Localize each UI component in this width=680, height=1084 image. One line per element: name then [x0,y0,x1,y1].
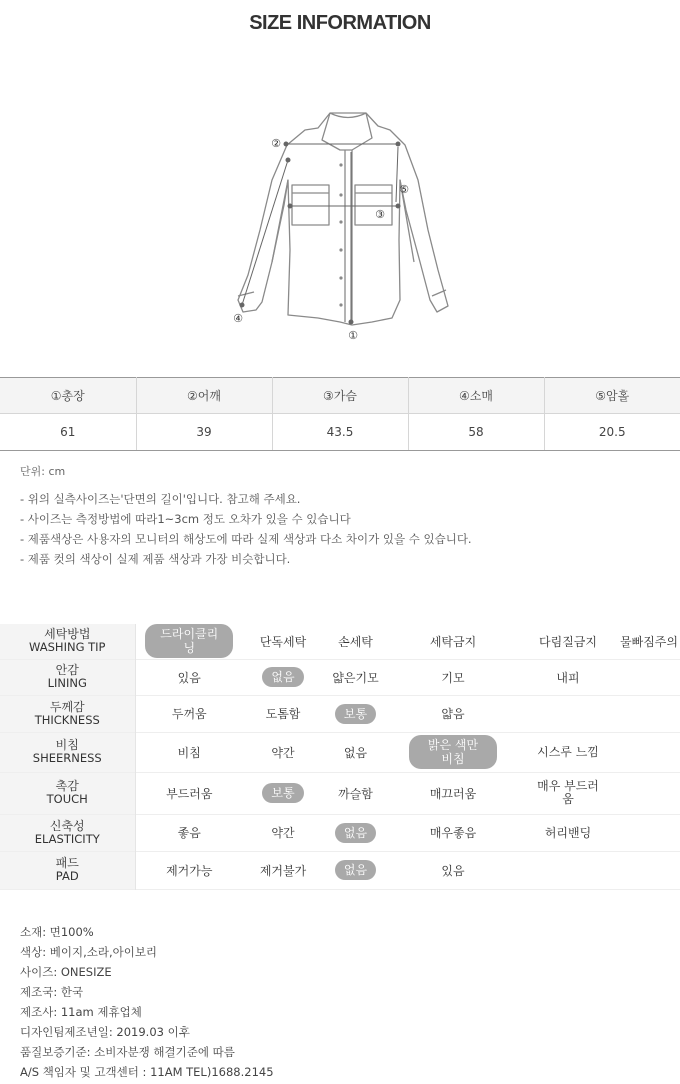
left-pocket [292,185,329,225]
care-option-cell [135,772,243,814]
care-option-cell [618,695,680,732]
care-option: 까슬함 [338,786,373,801]
care-row [0,659,680,695]
care-row-label [0,814,135,851]
care-option-cell [135,732,243,772]
button-dots [339,163,342,306]
info-warranty: 품질보증기준: 소비자분쟁 해결기준에 따름 [20,1045,235,1059]
care-label-ko: 안감 [55,663,79,677]
care-label-en: PAD [55,869,79,883]
care-option: 시스루 느낌 [537,745,599,759]
size-table-value-row [0,414,680,451]
care-option-selected: 밝은 색만 비침 [409,735,497,769]
care-option-cell [388,624,518,659]
care-option-cell [618,772,680,814]
care-option: 물빠짐주의 [620,634,678,649]
marker-3: ③ [375,208,385,221]
care-option: 매우좋음 [429,826,477,840]
care-option: 매우 부드러움 [537,779,599,806]
right-pocket [355,185,392,225]
care-label-en: ELASTICITY [34,831,100,846]
product-info [20,922,274,1082]
size-header-length: ①총장 [0,378,136,414]
measure-line-sleeve [242,160,288,305]
care-option-cell [323,772,388,814]
marker-5: ⑤ [399,183,409,196]
care-option: 내피 [556,670,580,685]
care-option-cell [388,851,518,889]
care-option-cell [243,732,323,772]
info-date: 디자인팀제조년일: 2019.03 이후 [20,1025,190,1039]
care-option: 얇음 [441,707,465,721]
marker-1: ① [348,329,358,342]
care-row-label [0,732,135,772]
care-option-cell [618,659,680,695]
size-table [0,377,680,451]
care-option-cell [618,851,680,889]
care-option-cell [388,772,518,814]
size-header-chest: ③가슴 [272,378,408,414]
info-as-center: A/S 책임자 및 고객센터 : 11AM TEL)1688.2145 [20,1065,274,1079]
care-row-label [0,772,135,814]
note-item: - 제품색상은 사용자의 모니터의 해상도에 따라 실제 색상과 다소 차이가 있을 수 있습니다. [20,532,472,546]
care-option-cell [388,659,518,695]
care-option: 세탁금지 [429,634,477,649]
care-option-cell [388,695,518,732]
marker-2: ② [271,137,281,150]
care-option: 제거가능 [166,863,213,878]
size-table-header-row [0,378,680,414]
care-option: 단독세탁 [259,634,307,649]
size-header-shoulder: ②어깨 [136,378,272,414]
care-row [0,772,680,814]
care-row-label [0,659,135,695]
care-option-cell [135,851,243,889]
care-option-selected: 보통 [335,704,376,724]
care-option-cell [323,624,388,659]
care-option-cell [618,732,680,772]
care-option-selected: 없음 [335,860,376,880]
care-option: 얇은기모 [332,670,379,685]
care-label-ko: 신축성 [49,818,85,833]
size-value-chest: 43.5 [272,414,408,451]
care-table [0,624,680,890]
care-row [0,851,680,889]
info-material: 소재: 면100% [20,925,94,939]
care-label-en: TOUCH [46,792,88,806]
care-option-cell [518,732,618,772]
care-option-cell [243,659,323,695]
care-option-cell [243,624,323,659]
marker-4: ④ [233,312,243,325]
notes-list [20,489,472,569]
care-option: 없음 [343,745,368,760]
care-option: 기모 [441,670,465,685]
care-label-ko: 세탁방법 [44,627,91,642]
page-title: SIZE INFORMATION [249,12,431,34]
care-label-ko: 촉감 [55,779,79,793]
care-option: 약간 [271,745,295,760]
measure-line-armhole [396,147,398,202]
unit-label: 단위: cm [20,465,66,478]
care-option-cell [135,814,243,851]
size-value-armhole: 20.5 [544,414,680,451]
care-option-cell [388,814,518,851]
care-option: 두꺼움 [171,707,207,721]
size-value-shoulder: 39 [136,414,272,451]
care-option: 있음 [177,670,201,685]
care-label-ko: 두께감 [49,699,85,714]
size-header-armhole: ⑤암홀 [544,378,680,414]
care-option-cell [618,814,680,851]
shirt-diagram [0,100,680,350]
care-option-cell [323,695,388,732]
care-option-cell [243,772,323,814]
care-row-label [0,851,135,889]
care-option: 있음 [441,863,465,878]
care-option: 좋음 [177,826,201,840]
care-option-cell [518,851,618,889]
care-option-selected: 없음 [335,823,376,843]
care-label-en: SHEERNESS [32,751,102,765]
care-row-label [0,624,135,659]
care-option: 도톰함 [265,707,301,721]
care-label-en: LINING [47,676,87,690]
size-value-sleeve: 58 [408,414,544,451]
care-option: 비침 [177,745,201,760]
care-option-cell [518,659,618,695]
care-option-cell [518,772,618,814]
care-option: 손세탁 [338,634,373,649]
care-option-cell [323,732,388,772]
care-option: 제거불가 [259,863,307,878]
info-manufacturer: 제조사: 11am 제휴업체 [20,1005,142,1019]
care-option-cell [135,624,243,659]
care-option-cell [323,659,388,695]
care-option-selected: 없음 [262,667,303,687]
care-row [0,695,680,732]
care-option-selected: 드라이클리닝 [145,624,233,658]
care-label-ko: 비침 [55,738,79,752]
care-label-en: WASHING TIP [29,640,106,655]
care-option: 다림질금지 [539,634,597,649]
care-option-cell [388,732,518,772]
care-option-cell [518,695,618,732]
info-size: 사이즈: ONESIZE [20,965,112,979]
care-option-cell [323,851,388,889]
care-option-cell [135,659,243,695]
care-option-cell [518,624,618,659]
care-option-cell [243,814,323,851]
info-color: 색상: 베이지,소라,아이보리 [20,945,158,959]
care-option: 부드러움 [166,786,213,801]
size-value-length: 61 [0,414,136,451]
care-option-cell [135,695,243,732]
note-item: - 위의 실측사이즈는'단면의 길이'입니다. 참고해 주세요. [20,492,301,506]
care-option: 매끄러움 [429,786,477,801]
note-item: - 사이즈는 측정방법에 따라1~3cm 정도 오차가 있을 수 있습니다 [20,512,351,526]
care-row-label [0,695,135,732]
care-option-cell [618,624,680,659]
size-header-sleeve: ④소매 [408,378,544,414]
care-option-cell [243,851,323,889]
care-row [0,624,680,659]
care-option-cell [323,814,388,851]
care-row [0,732,680,772]
care-row [0,814,680,851]
care-option: 허리밴딩 [544,826,592,840]
care-option-cell [243,695,323,732]
care-option-cell [518,814,618,851]
care-label-ko: 패드 [55,856,79,870]
care-label-en: THICKNESS [34,712,100,727]
care-option: 약간 [271,826,295,840]
note-item: - 제품 컷의 색상이 실제 제품 색상과 가장 비슷합니다. [20,552,291,566]
care-option-selected: 보통 [262,783,303,803]
info-country: 제조국: 한국 [20,985,84,999]
